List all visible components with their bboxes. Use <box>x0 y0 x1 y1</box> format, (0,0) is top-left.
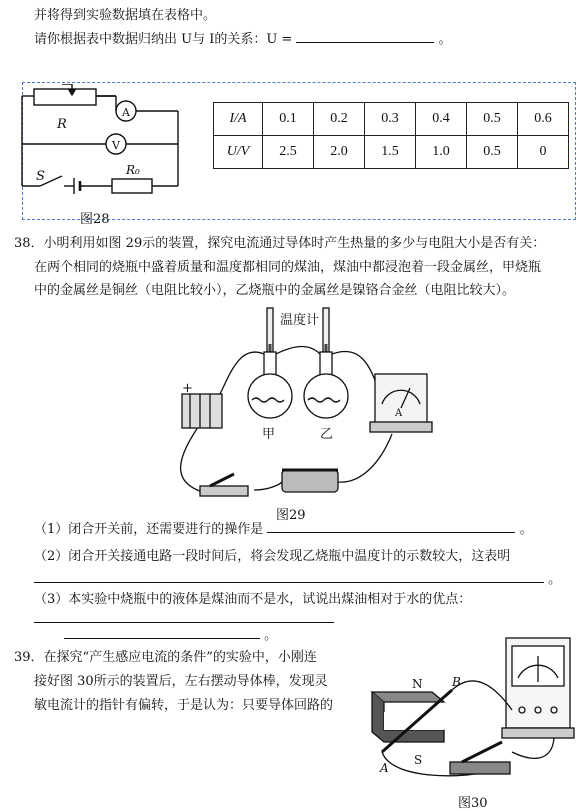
label-r0: R₀ <box>126 163 140 177</box>
table-cell: 0 <box>518 136 569 169</box>
figure-29-caption: 图29 <box>276 508 306 523</box>
q38-sub-2: （2）闭合开关接通电路一段时间后，将会发现乙烧瓶中温度计的示数较大，这表明 <box>34 549 511 564</box>
q38-line-3: 中的金属丝是铜丝（电阻比较小），乙烧瓶中的金属丝是镍铬合金丝（电阻比较大）。 <box>34 283 516 298</box>
figure-29-apparatus <box>170 304 440 514</box>
intro-line-2 <box>34 28 452 47</box>
q38-sub-1 <box>34 518 533 537</box>
table-cell: 1.0 <box>416 136 467 169</box>
intro-line-2-end: 。 <box>438 32 452 47</box>
q38-line-1: 38．小明利用如图 29示的装置，探究电流通过导体时产生热量的多少与电阻大小是否有关： <box>14 236 546 251</box>
table-cell: 0.5 <box>467 136 518 169</box>
table-cell: 0.6 <box>518 103 569 136</box>
q38-sub-3-answer <box>64 624 277 643</box>
answer-blank-3b <box>64 638 260 639</box>
q38-sub-3: （3）本实验中烧瓶中的液体是煤油而不是水，试说出煤油相对于水的优点： <box>34 592 472 607</box>
label-ammeter-29: A <box>395 408 403 419</box>
label-ammeter: A <box>122 106 130 119</box>
answer-blank-2 <box>34 582 544 583</box>
label-point-a: A <box>380 761 389 775</box>
table-cell: 0.2 <box>314 103 365 136</box>
q38-sub-1-text: （1）闭合开关前，还需要进行的操作是 <box>34 522 264 537</box>
label-r: R <box>57 117 67 132</box>
answer-blank-u <box>296 42 434 43</box>
answer-blank-3a <box>34 622 334 623</box>
label-flask-jia: 甲 <box>262 427 276 442</box>
table-cell: 0.4 <box>416 103 467 136</box>
table-cell: 0.5 <box>467 103 518 136</box>
q38-sub-3-end: 。 <box>264 628 278 643</box>
table-header-i: I/A <box>214 103 263 136</box>
q38-sub-2-answer <box>34 568 561 587</box>
label-point-b: B <box>452 675 461 689</box>
table-cell: 2.5 <box>263 136 314 169</box>
intro-line-2-text: 请你根据表中数据归纳出 U与 I的关系：U = <box>34 32 293 47</box>
label-flask-yi: 乙 <box>320 427 334 442</box>
table-cell: 2.0 <box>314 136 365 169</box>
q39-line-2: 接好图 30所示的装置后，左右摆动导体棒，发现灵 <box>34 674 328 689</box>
figure-28-circuit <box>12 84 212 224</box>
label-switch: S <box>36 169 45 184</box>
q38-sub-2-end: 。 <box>548 572 562 587</box>
q39-line-3: 敏电流计的指针有偏转，于是认为：只要导体回路的 <box>34 698 334 713</box>
figure-30-apparatus <box>362 632 580 790</box>
table-cell: 0.3 <box>365 103 416 136</box>
intro-line-1: 并将得到实验数据填在表格中。 <box>34 8 217 23</box>
table-cell: 0.1 <box>263 103 314 136</box>
figure-28-caption: 图28 <box>80 212 110 227</box>
q38-sub-1-end: 。 <box>519 522 533 537</box>
answer-blank-1 <box>267 532 515 533</box>
q38-line-2: 在两个相同的烧瓶中盛着质量和温度都相同的煤油，煤油中都浸泡着一段金属丝，甲烧瓶 <box>34 260 542 275</box>
q39-line-1: 39．在探究“产生感应电流的条件”的实验中，小刚连 <box>14 650 317 665</box>
label-north: N <box>412 677 423 691</box>
label-south: S <box>414 753 423 767</box>
table-cell: 1.5 <box>365 136 416 169</box>
label-thermometer: 温度计 <box>280 313 320 328</box>
label-plus: + <box>182 381 193 396</box>
figure-30-caption: 图30 <box>458 796 488 811</box>
label-voltmeter: V <box>112 139 120 152</box>
table-row <box>214 136 569 169</box>
table-row <box>214 103 569 136</box>
table-header-u: U/V <box>214 136 263 169</box>
data-table <box>213 102 569 169</box>
